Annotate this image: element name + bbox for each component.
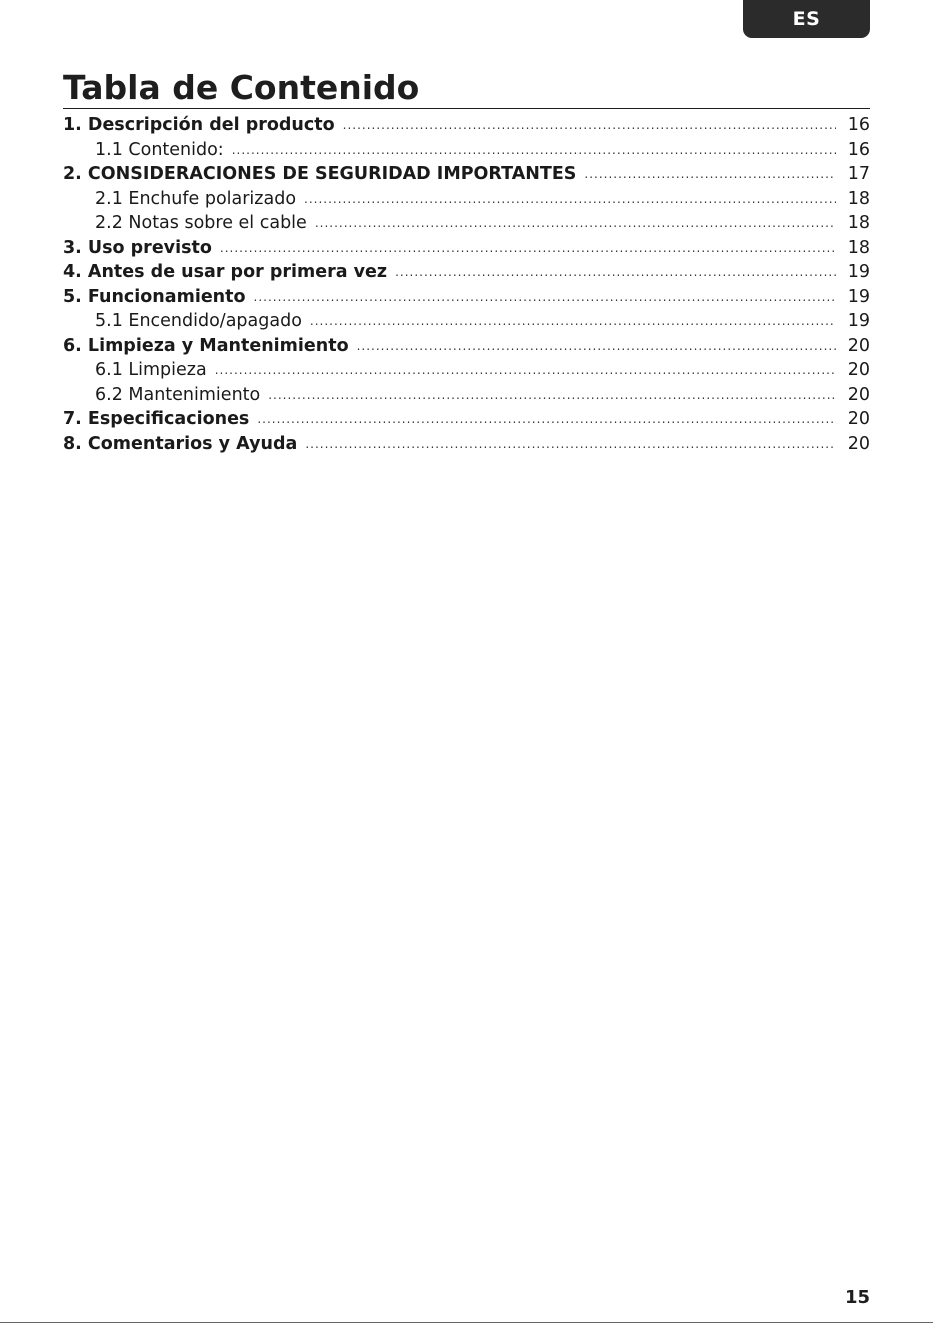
dot-leader [215, 358, 836, 383]
page-edge-line [0, 1322, 933, 1323]
language-tab: ES [743, 0, 870, 38]
toc-entry-page: 17 [847, 164, 870, 184]
toc-entry-page: 18 [847, 237, 870, 258]
dot-leader [395, 260, 836, 285]
toc-entry-page: 18 [847, 213, 870, 233]
toc-entry-label: 2.1 Enchufe polarizado [95, 188, 297, 209]
dot-leader [257, 407, 836, 432]
dot-leader [232, 138, 836, 163]
toc-entry-label: 6.1 Limpieza [95, 360, 207, 380]
toc-entry-label: 1. Descripción del producto [63, 115, 335, 135]
dot-leader [315, 211, 836, 236]
page-number: 15 [844, 1287, 870, 1308]
toc-entry-label: 3. Uso previsto [63, 237, 212, 258]
toc-entry-label: 6.2 Mantenimiento [95, 384, 261, 405]
toc-entry-label: 4. Antes de usar por primera vez [63, 262, 388, 282]
dot-leader [305, 432, 836, 457]
toc-entry-label: 2.2 Notas sobre el cable [95, 213, 307, 233]
toc-entry-page: 20 [847, 384, 870, 405]
toc-entry[interactable] [63, 211, 870, 236]
title-divider [63, 108, 870, 109]
dot-leader [220, 236, 836, 261]
toc-entry-page: 16 [847, 139, 870, 160]
dot-leader [343, 113, 836, 138]
toc-entry[interactable] [63, 187, 870, 212]
toc-entry[interactable] [63, 358, 870, 383]
toc-entry-page: 20 [847, 335, 870, 356]
toc-entry-page: 16 [847, 115, 870, 135]
toc-entry[interactable] [63, 309, 870, 334]
toc-entry[interactable] [63, 162, 870, 187]
toc-entry[interactable] [63, 334, 870, 359]
toc-entry-label: 2. CONSIDERACIONES DE SEGURIDAD IMPORTANTES [63, 164, 577, 184]
table-of-contents [63, 113, 870, 456]
toc-entry[interactable] [63, 113, 870, 138]
dot-leader [584, 162, 836, 187]
toc-entry[interactable] [63, 407, 870, 432]
toc-entry-label: 6. Limpieza y Mantenimiento [63, 335, 349, 356]
toc-entry-page: 18 [847, 188, 870, 209]
dot-leader [304, 187, 836, 212]
toc-entry-page: 19 [847, 286, 870, 307]
toc-entry-page: 20 [847, 409, 870, 429]
toc-entry-label: 7. Especificaciones [63, 409, 250, 429]
toc-entry[interactable] [63, 236, 870, 261]
toc-entry-page: 20 [847, 360, 870, 380]
toc-entry[interactable] [63, 138, 870, 163]
dot-leader [268, 383, 836, 408]
toc-entry-label: 5. Funcionamiento [63, 286, 246, 307]
toc-entry-label: 8. Comentarios y Ayuda [63, 433, 298, 454]
toc-entry[interactable] [63, 285, 870, 310]
toc-entry-page: 19 [847, 262, 870, 282]
toc-entry-label: 1.1 Contenido: [95, 139, 224, 160]
dot-leader [357, 334, 836, 359]
toc-entry-label: 5.1 Encendido/apagado [95, 311, 302, 331]
toc-entry-page: 19 [847, 311, 870, 331]
dot-leader [310, 309, 836, 334]
toc-entry[interactable] [63, 260, 870, 285]
page-title: Tabla de Contenido [63, 68, 420, 107]
toc-entry[interactable] [63, 432, 870, 457]
dot-leader [254, 285, 836, 310]
toc-entry[interactable] [63, 383, 870, 408]
toc-entry-page: 20 [847, 433, 870, 454]
